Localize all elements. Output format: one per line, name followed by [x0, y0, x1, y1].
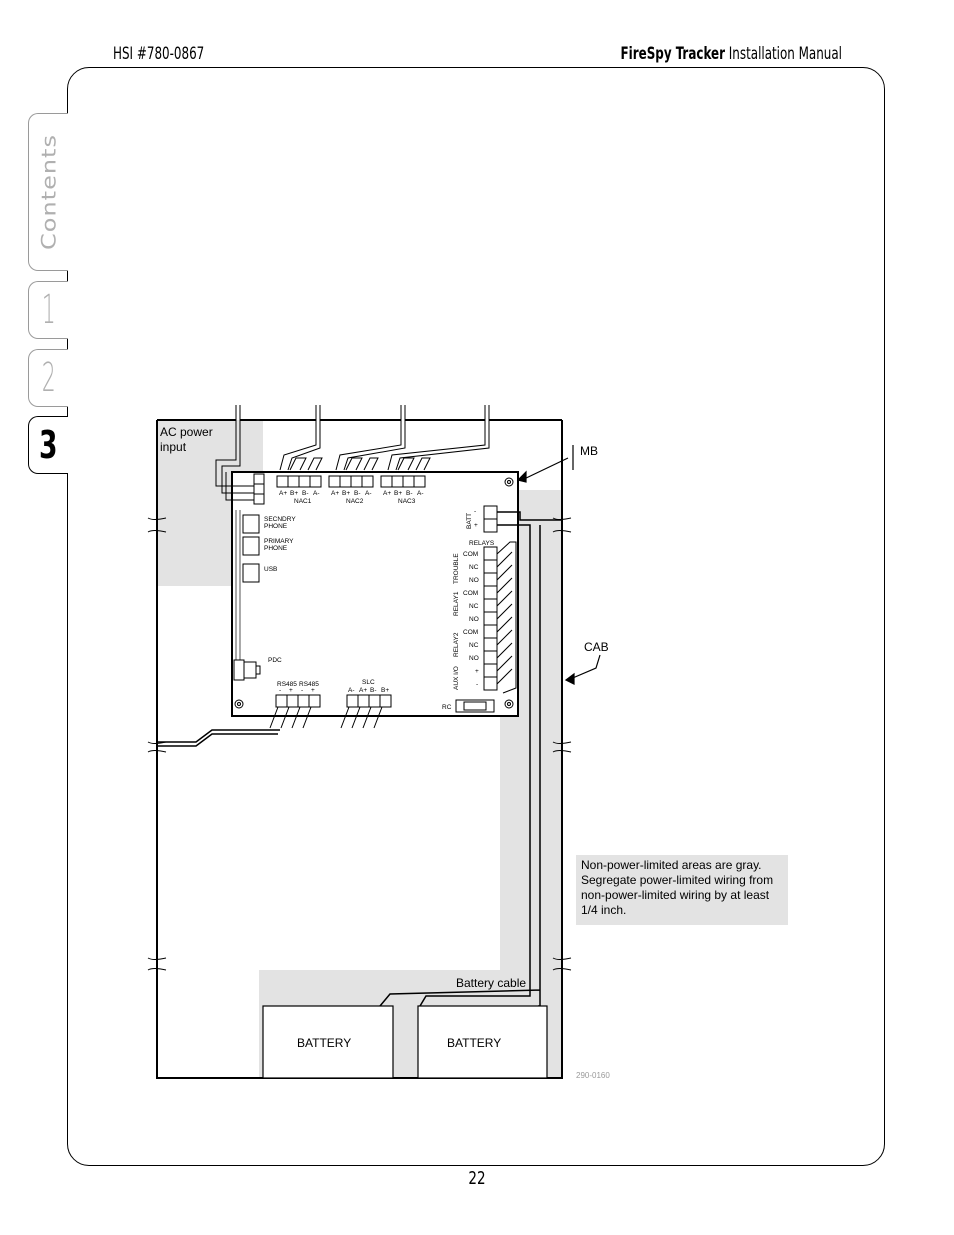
nac2-pin-b-minus: B- [354, 490, 361, 497]
note-line-1: Non-power-limited areas are gray. [581, 858, 762, 872]
aux-io-label: AUX I/O [453, 666, 460, 690]
note-line-4: 1/4 inch. [581, 903, 627, 917]
document-number: HSI #780-0867 [113, 44, 205, 64]
nac3-pin-b-minus: B- [406, 490, 413, 497]
mb-label: MB [580, 444, 598, 458]
relay-pin-relay1-nc: NC [469, 603, 479, 610]
rs485-pin-2: + [289, 687, 293, 694]
nac3-label: NAC3 [398, 498, 416, 505]
relay-terminals [484, 547, 497, 690]
manual-name: Installation Manual [725, 44, 842, 64]
ac-terminal-block [254, 474, 264, 504]
trouble-label: TROUBLE [453, 553, 460, 584]
battery-1-label: BATTERY [297, 1036, 352, 1050]
pdc-label: PDC [268, 657, 282, 664]
nac3-pin-b-plus: B+ [394, 490, 403, 497]
tab-chapter-3-label: 3 [39, 423, 58, 467]
rs485-pin-3: - [301, 687, 304, 694]
usb-port [243, 564, 259, 582]
figure-id: 290-0160 [576, 1071, 610, 1080]
aux-pin-minus: - [476, 681, 479, 688]
nac3-pin-a-plus: A+ [383, 490, 392, 497]
relay-pin-relay2-no: NO [469, 655, 479, 662]
tab-chapter-2-label: 2 [41, 355, 56, 401]
rs485-pin-1: - [279, 687, 282, 694]
secondary-phone-label-1: SECNDRY [264, 516, 296, 523]
nac1-pin-b-plus: B+ [290, 490, 299, 497]
cab-label: CAB [584, 640, 609, 654]
relay-pin-relay2-nc: NC [469, 642, 479, 649]
nac1-label: NAC1 [294, 498, 312, 505]
rs485-pin-4: + [311, 687, 315, 694]
ac-input-label: input [160, 440, 187, 454]
tab-contents-label: Contents [37, 134, 60, 250]
usb-label: USB [264, 566, 278, 573]
nac3-pin-a-minus: A- [417, 490, 424, 497]
ac-power-label: AC power [160, 425, 213, 439]
pdc-connector [234, 660, 260, 680]
relay-pin-relay2-com: COM [463, 629, 479, 636]
batt-label: BATT [466, 512, 473, 529]
nac-field-wires [280, 435, 489, 470]
tab-chapter-1-label: 1 [41, 287, 56, 333]
rc-connector [456, 700, 494, 712]
slc-pin-a-minus: A- [348, 687, 355, 694]
note-line-2: Segregate power-limited wiring from [581, 873, 774, 887]
battery-cable-label: Battery cable [456, 976, 527, 990]
slc-pin-b-minus: B- [370, 687, 377, 694]
page-number: 22 [468, 1168, 486, 1189]
note-line-3: non-power-limited wiring by at least [581, 888, 770, 902]
primary-phone-label-1: PRIMARY [264, 538, 294, 545]
relay-pin-trouble-no: NO [469, 577, 479, 584]
secondary-phone-jack [243, 515, 259, 533]
nac1-pin-b-minus: B- [302, 490, 309, 497]
battery-terminals [484, 506, 497, 532]
batt-plus-label: + [474, 522, 478, 529]
rc-label: RC [442, 704, 452, 711]
nac1-pin-a-minus: A- [313, 490, 320, 497]
rs485-b-label: RS485 [299, 681, 319, 688]
relay2-label: RELAY2 [453, 632, 460, 657]
aux-pin-plus: + [475, 668, 479, 675]
slc-pin-a-plus: A+ [359, 687, 368, 694]
relay-pin-trouble-com: COM [463, 551, 479, 558]
battery-2-label: BATTERY [447, 1036, 502, 1050]
product-name: FireSpy Tracker [620, 44, 725, 64]
secondary-phone-label-2: PHONE [264, 523, 288, 530]
primary-phone-label-2: PHONE [264, 545, 288, 552]
slc-pin-b-plus: B+ [381, 687, 390, 694]
relay1-label: RELAY1 [453, 591, 460, 616]
slc-label: SLC [362, 679, 375, 686]
batt-minus-label: - [474, 508, 477, 515]
nac2-label: NAC2 [346, 498, 364, 505]
nac-terminals [277, 476, 425, 487]
nac1-pin-a-plus: A+ [279, 490, 288, 497]
nac2-pin-a-plus: A+ [331, 490, 340, 497]
relay-pin-relay1-no: NO [469, 616, 479, 623]
nac2-pin-a-minus: A- [365, 490, 372, 497]
primary-phone-jack [243, 537, 259, 555]
rs485-a-label: RS485 [277, 681, 297, 688]
relay-pin-relay1-com: COM [463, 590, 479, 597]
nac2-pin-b-plus: B+ [342, 490, 351, 497]
relays-label: RELAYS [469, 540, 495, 547]
relay-pin-trouble-nc: NC [469, 564, 479, 571]
phone-usb-ports [243, 515, 259, 582]
